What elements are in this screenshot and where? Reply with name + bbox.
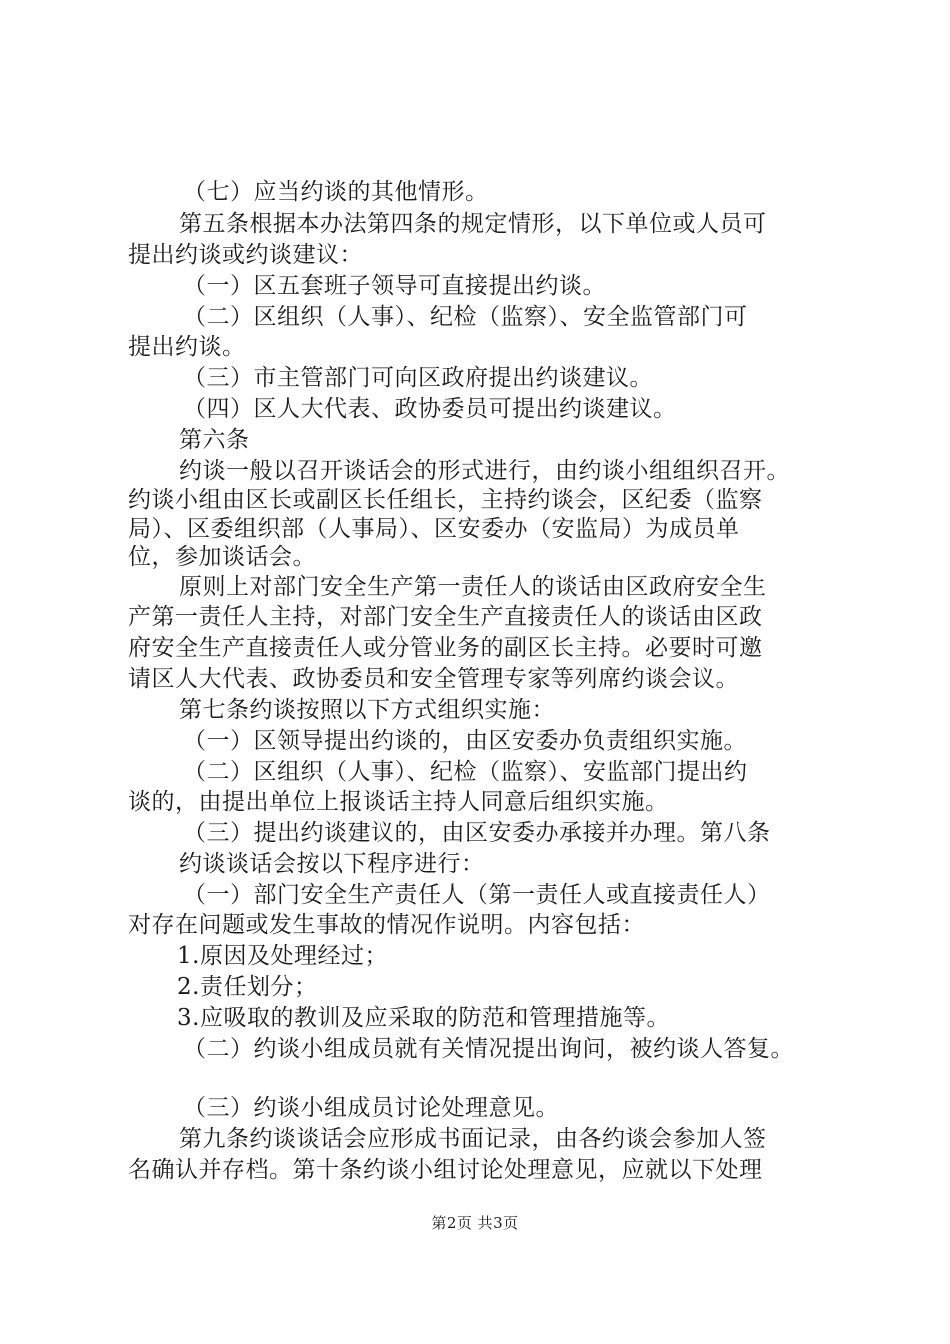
text-line: （一）部门安全生产责任人（第一责任人或直接责任人）	[183, 882, 771, 908]
text-line: 第五条根据本办法第四条的规定情形，以下单位或人员可	[179, 211, 767, 237]
text-line: 产第一责任人主持，对部门安全生产直接责任人的谈话由区政	[128, 604, 763, 630]
text-line: 第六条	[179, 427, 250, 453]
text-line: （二）区组织（人事）、纪检（监察）、安监部门提出约	[183, 759, 748, 785]
text-line: 1.原因及处理经过；	[177, 943, 388, 969]
text-line: 府安全生产直接责任人或分管业务的副区长主持。必要时可邀	[128, 635, 763, 661]
text-line: 第九条约谈谈话会应形成书面记录，由各约谈会参加人签	[179, 1126, 767, 1152]
text-line: 谈的，由提出单位上报谈话主持人同意后组织实施。	[128, 789, 669, 815]
text-line: 第七条约谈按照以下方式组织实施：	[179, 697, 555, 723]
text-line: 提出约谈或约谈建议：	[128, 242, 363, 268]
text-line: 位，参加谈话会。	[128, 544, 316, 570]
text-line: （二）区组织（人事）、纪检（监察）、安全监管部门可	[183, 304, 748, 330]
text-line: （三）提出约谈建议的，由区安委办承接并办理。第八条	[183, 820, 771, 846]
text-line: （一）区五套班子领导可直接提出约谈。	[183, 273, 606, 299]
text-line: 提出约谈。	[128, 334, 246, 360]
text-line: 原则上对部门安全生产第一责任人的谈话由区政府安全生	[179, 574, 767, 600]
text-line: 对存在问题或发生事故的情况作说明。内容包括：	[128, 912, 645, 938]
text-line: （二）约谈小组成员就有关情况提出询问，被约谈人答复。	[183, 1036, 794, 1062]
text-line: 名确认并存档。第十条约谈小组讨论处理意见，应就以下处理	[128, 1157, 763, 1183]
text-line: 2.责任划分；	[177, 974, 318, 1000]
text-line: （一）区领导提出约谈的，由区安委办负责组织实施。	[183, 728, 747, 754]
text-line: 约谈谈话会按以下程序进行：	[179, 851, 485, 877]
text-line: （四）区人大代表、政协委员可提出约谈建议。	[183, 396, 677, 422]
text-line: 约谈小组由区长或副区长任组长，主持约谈会，区纪委（监察	[128, 487, 763, 513]
page-number-footer: 第2页 共3页	[431, 1214, 519, 1232]
text-line: （三）市主管部门可向区政府提出约谈建议。	[183, 365, 653, 391]
text-line: 约谈一般以召开谈话会的形式进行，由约谈小组组织召开。	[179, 458, 790, 484]
text-line: 3.应吸取的教训及应采取的防范和管理措施等。	[177, 1005, 670, 1031]
text-line: 请区人大代表、政协委员和安全管理专家等列席约谈会议。	[128, 666, 739, 692]
text-line: （七）应当约谈的其他情形。	[183, 179, 489, 205]
text-line: （三）约谈小组成员讨论处理意见。	[183, 1095, 559, 1121]
text-line: 局）、区委组织部（人事局）、区安委办（安监局）为成员单	[128, 516, 740, 542]
